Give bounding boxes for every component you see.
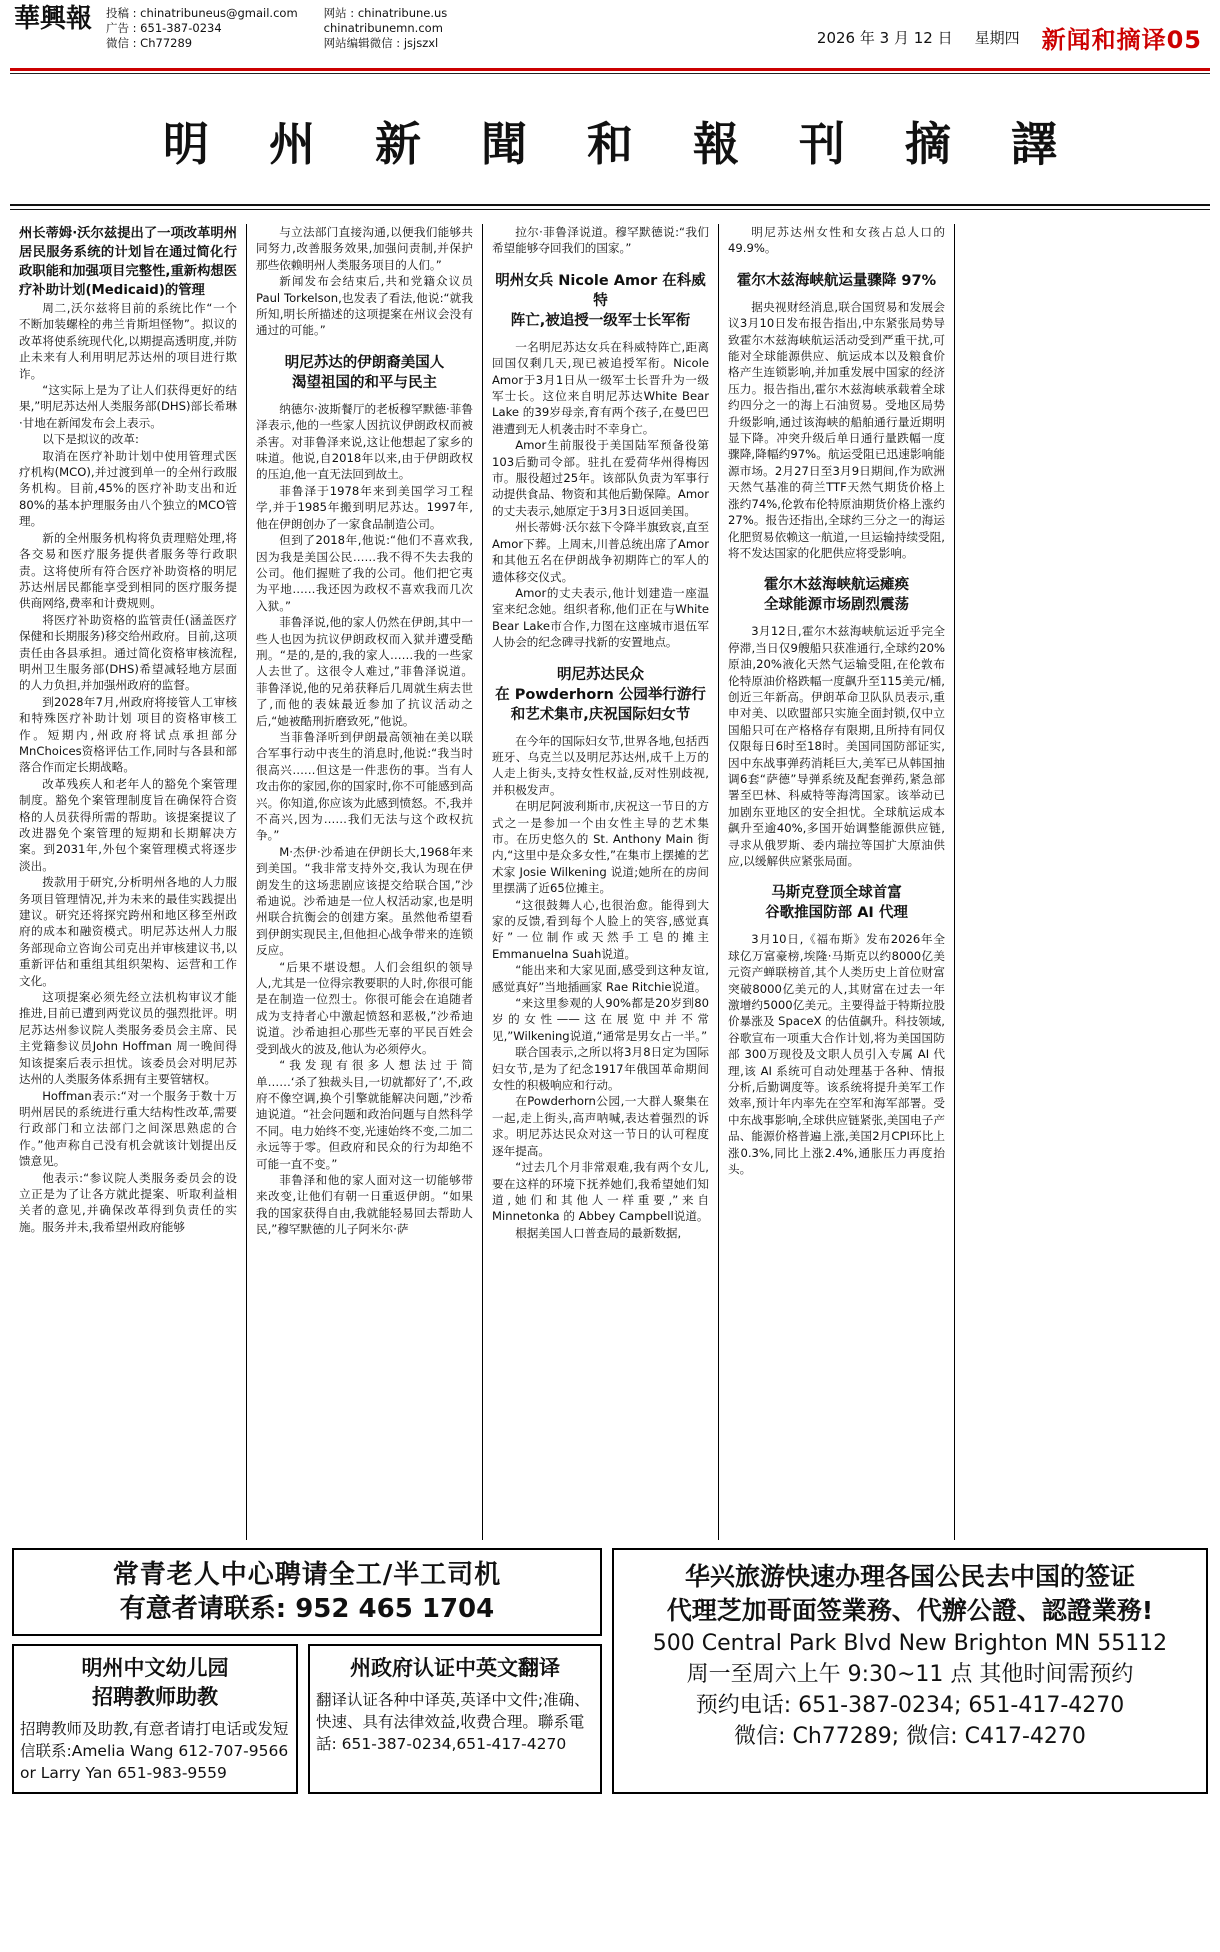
ad-driver[interactable] xyxy=(12,1548,602,1636)
newspaper-logo: 華興報 xyxy=(14,4,93,34)
ad-translation-title: 州政府认证中英文翻译 xyxy=(350,1656,560,1680)
ad-kindergarten-title2: 招聘教师助教 xyxy=(92,1685,218,1709)
article-headline: 明州女兵 Nicole Amor 在科威特 阵亡,被追授一级军士长军衔 xyxy=(495,272,706,329)
column-2 xyxy=(246,224,482,1540)
article-paragraph: 联合国表示,之所以将3月8日定为国际妇女节,是为了纪念1917年俄国革命期间女性的积极响应和行动。 xyxy=(492,1045,709,1093)
ad-travel-line1: 华兴旅游快速办理各国公民去中国的签证 xyxy=(684,1562,1135,1591)
article-paragraph: 在明尼阿波利斯市,庆祝这一节日的方式之一是参加一个由女性主导的艺术集市。在历史悠久的 St. Anthony Main 街内,“这里中是众多女性,”在集市上摆摊的艺术家 Josie Wilkening 说道;她所在的房间里摆满了近65位摊主。 xyxy=(492,799,709,896)
article-paragraph: 与立法部门直接沟通,以便我们能够共同努力,改善服务效果,加强问责制,并保护那些依赖明州人类服务项目的人们。” xyxy=(256,225,473,272)
column-1 xyxy=(10,224,246,1540)
column-4 xyxy=(718,224,954,1540)
article-paragraph: 周二,沃尔兹将目前的系统比作“一个不断加装螺栓的弗兰肯斯坦怪物”。拟议的改革将使系统现代化,以期提高透明度,并防止未来有人利用明尼苏达州的项目进行欺诈。 xyxy=(19,301,237,381)
ad-travel-address: 500 Central Park Blvd New Brighton MN 55112 xyxy=(652,1631,1168,1656)
article-paragraph: 在Powderhorn公园,一大群人聚集在一起,走上街头,高声呐喊,表达着强烈的诉求。明尼苏达民众对这一节日的认可程度逐年提高。 xyxy=(492,1094,709,1158)
article-paragraph: 根据美国人口普查局的最新数据, xyxy=(515,1225,682,1240)
article-paragraph: 取消在医疗补助计划中使用管理式医疗机构(MCO),并过渡到单一的全州行政服务机构。目前,45%的医疗补助支出和近80%的基本护理服务由八个独立的MCO管理。 xyxy=(19,448,237,529)
column-5 xyxy=(954,224,1190,1540)
article-paragraph: 一名明尼苏达女兵在科威特阵亡,距离回国仅剩几天,现已被追授军衔。Nicole Amor于3月1日从一级军士长晋升为一级军士长。这位来自明尼苏达White Bear Lake 的39岁母亲,育有两个孩子,在曼巴巴港遭到无人机袭击时不幸身亡。 xyxy=(492,339,709,436)
ads-left-group xyxy=(12,1548,602,1794)
ad-kindergarten-body: 招聘教师及助教,有意者请打电话或发短信联系:Amelia Wang 612-707-9566 or Larry Yan 651-983-9559 xyxy=(20,1720,289,1782)
page-title: 明 州 新 聞 和 報 刊 摘 譯 xyxy=(162,117,1080,171)
issue-weekday: 星期四 xyxy=(974,29,1020,47)
article-paragraph: 将医疗补助资格的监管责任(涵盖医疗保健和长期服务)移交给州政府。目前,这项责任由各县承担。通过简化资格审核流程,明州卫生服务部(DHS)希望减轻地方层面的人力负担,并加强州政府的监督。 xyxy=(19,612,237,693)
contact-info-left xyxy=(106,6,298,51)
article-paragraph: 拉尔·菲鲁泽说道。穆罕默德说:“我们希望能够夺回我们的国家。” xyxy=(492,225,709,256)
article-paragraph: “这很鼓舞人心,也很治愈。能得到大家的反馈,看到每个人脸上的笑容,感觉真好”一位制作或天然手工皂的摊主 Emmanuelna Suah说道。 xyxy=(492,897,709,961)
website-line-1: 网站 : chinatribune.us xyxy=(323,6,448,20)
classified-ads xyxy=(10,1540,1210,1794)
contact-line-1: 投稿 : chinatribuneus@gmail.com xyxy=(106,6,298,20)
masthead-date-section xyxy=(817,6,1206,55)
article-paragraph: 据央视财经消息,联合国贸易和发展会议3月10日发布报告指出,中东紧张局势导致霍尔木兹海峡航运活动受到严重干扰,可能对全球能源供应、航运成本以及粮食价格产生连锁影响,并加重发展中国家的经济压力。报告指出,霍尔木兹海峡承载着全球约四分之一的海上石油贸易。受地区局势升级影响,通过该海峡的船舶通行量近期明显下降。冲突升级后单日通行量跌幅一度骤降,降幅约97%。航运受阻已迅速影响能源市场。2月27日至3月9日期间,作为欧洲天然气基准的荷兰TTF天然气期货价格上涨约74%,伦敦布伦特原油期货价格上涨约27%。报告还指出,全球约三分之一的海运化肥贸易依赖这一航道,一旦运输持续受阻,将不发达国家的化肥供应将受影响。 xyxy=(728,299,945,560)
ad-travel-wechat: 微信: Ch77289; 微信: C417-4270 xyxy=(734,1724,1086,1749)
article-headline: 明尼苏达的伊朗裔美国人 渴望祖国的和平与民主 xyxy=(284,354,445,391)
article-columns xyxy=(10,220,1210,1540)
ad-kindergarten-title1: 明州中文幼儿园 xyxy=(81,1656,229,1680)
article-paragraph: 改革残疾人和老年人的豁免个案管理制度。豁免个案管理制度旨在确保符合资格的人员获得所需的帮助。该提案提议了改进器免个案管理的短期和长期解决方案。到2031年,外包个案管理模式将逐步淡出。 xyxy=(19,776,237,873)
article-paragraph: 新的全州服务机构将负责理赔处理,将各交易和医疗服务提供者服务等行政职责。这将使所有符合医疗补助资格的明尼苏达州居民都能享受到相同的医疗服务提供商网络,费率和计费规则。 xyxy=(19,530,237,611)
article-headline: 马斯克登顶全球首富 谷歌推国防部 AI 代理 xyxy=(765,885,908,922)
article-paragraph: 以下是拟议的改革: xyxy=(42,432,139,447)
article-paragraph: 纳德尔·波斯餐厅的老板穆罕默德·菲鲁泽表示,他的一些家人因抗议伊朗政权而被杀害。对菲鲁泽来说,这让他想起了家乡的味道。他说,自2018年以来,由于伊朗政权的压迫,他一直无法回到故土。 xyxy=(256,401,473,482)
article-paragraph: “能出来和大家见面,感受到这种友谊,感觉真好”当地插画家 Rae Ritchie说道。 xyxy=(492,963,709,994)
ad-kindergarten[interactable] xyxy=(12,1644,298,1794)
article-paragraph: 这项提案必须先经立法机构审议才能推进,目前已遭到两党议员的强烈批评。明尼苏达州参议院人类服务委员会主席、民主党籍参议员John Hoffman 周一晚间得知该提案后表示担忧。该委员会对明尼苏达州的人类服务体系拥有主要管辖权。 xyxy=(19,990,237,1087)
ad-translation[interactable] xyxy=(308,1644,602,1794)
ad-travel-hours: 周一至周六上午 9:30~11 点 其他时间需预约 xyxy=(686,1662,1134,1687)
contact-info-right xyxy=(324,6,448,51)
article-paragraph: 到2028年7月,州政府将接管人工审核和特殊医疗补助计划 项目的资格审核工作。短期内,州政府将试点承担部分MnChoices资格评估工作,同时与各县和部落合作而定长期战略。 xyxy=(19,694,237,775)
issue-date: 2026 年 3 月 12 日 xyxy=(816,29,953,47)
ad-travel[interactable] xyxy=(612,1548,1208,1794)
website-line-3: 网站编辑微信 : jsjszxl xyxy=(323,36,439,50)
ad-travel-phone: 预约电话: 651-387-0234; 651-417-4270 xyxy=(695,1693,1125,1718)
contact-line-3: 微信 : Ch77289 xyxy=(106,36,193,50)
article-headline: 明尼苏达民众 在 Powderhorn 公园举行游行 和艺术集市,庆祝国际妇女节 xyxy=(495,666,706,723)
article-paragraph: Hoffman表示:“对一个服务于数十万明州居民的系统进行重大结构性改革,需要行政部门和立法部门之间深思熟虑的合作。”他声称自己没有机会就该计划提出反馈意见。 xyxy=(19,1088,237,1169)
article-paragraph: 当菲鲁泽听到伊朗最高领袖在美以联合军事行动中丧生的消息时,他说:“我当时很高兴……但这是一件悲伤的事。当有人攻击你的家园,你的国家时,你不可能感到高兴。你知道,你应该为此感到愤怒。不,我并不高兴,因为……我们无法与这个政权抗争。” xyxy=(256,729,473,843)
article-paragraph: “过去几个月非常艰难,我有两个女儿,要在这样的环境下抚养她们,我希望她们知道,她们和其他人一样重要,”来自 Minnetonka 的 Abbey Campbell说道。 xyxy=(492,1160,709,1224)
website-line-2: chinatribunemn.com xyxy=(323,21,443,35)
ads-left-row xyxy=(12,1644,602,1794)
ad-driver-line2: 有意者请联系: 952 465 1704 xyxy=(119,1594,495,1624)
article-paragraph: M·杰伊·沙希迪在伊朗长大,1968年来到美国。“我非常支持外交,我认为现在伊朗发生的这场悲剧应该提交给联合国,”沙希迪说。沙希迪是一位人权活动家,也是明州联合抗衡会的创建方案。虽然他希望看到伊朗实现民主,但他担心战争带来的连锁反应。 xyxy=(256,844,473,958)
article-paragraph: 明尼苏达州女性和女孩占总人口的49.9%。 xyxy=(728,225,945,256)
title-divider xyxy=(10,204,1210,210)
article-paragraph: 3月12日,霍尔木兹海峡航运近乎完全停滞,当日仅9艘船只获准通行,全球约20%原油,20%液化天然气运输受阻,在伦敦布伦特原油价格跌幅一度飙升至115美元/桶,创近三年新高。伊朗革命卫队队员表示,重申对美、以欧盟部只实施全面封锁,仅中立国船只可在产格格存有限期,且所持有同仅仅限每日6时至18时。美国同国防部证实,因中东战事弹药消耗巨大,美军已从韩国抽调6套“萨德”导弹系统及配套弹药,紧急部署至巴林、科威特等海湾国家。该举动已加剧东亚地区的安全担忧。全球航运成本飙升至逾40%,多国开始调整能源供应链,寻求从俄罗斯、委内瑞拉等国扩大原油供应,以缓解供应紧张局面。 xyxy=(728,624,945,868)
article-paragraph: “后果不堪设想。人们会组织的领导人,尤其是一位得宗教要职的人时,你很可能是在制造一位烈士。你很可能会在追随者成为支持者心中激起愤怒和恶极,”沙希迪说道。沙希迪担心那些无辜的平民百姓会受到战火的波及,他认为必须停火。 xyxy=(256,959,473,1056)
article-paragraph: 拨款用于研究,分析明州各地的人力服务项目管理情况,并为未来的最佳实践提出建议。研究还将探究跨州和地区移至州政府的成本和融资模式。明尼苏达州人力服务部现命立咨询公司克出并审核建议书,以重新评估和重组其组织架构、运营和工作文化。 xyxy=(19,875,237,988)
article-paragraph: 3月10日,《福布斯》发布2026年全球亿万富豪榜,埃隆·马斯克以约8000亿美元资产蝉联榜首,其个人类历史上首位财富突破8000亿美元的人,其财富在过去一年激增约5000亿美元。主要得益于特斯拉股价暴涨及 SpaceX 的估值飙升。科技领域,谷歌宣布一项重大合作计划,将为美国国防部 300万现役及文职人员引入专属 AI 代理,该 AI 系统可自动处理基于各种、情报分析,后勤调度等。该系统将提升美军工作效率,预计年内率先在空军和海军部署。受中东战事影响,全球供应链紧张,美国电子产品、能源价格普遍上涨,美国2月CPI环比上涨0.3%,同比上涨2.4%,通胀压力再度抬头。 xyxy=(728,932,945,1177)
article-paragraph: 但到了2018年,他说:“他们不喜欢我,因为我是美国公民……我不得不失去我的公司。他们握赃了我的公司。他们把它夷为平地……我还因为政权不喜欢我而几次入狱。” xyxy=(256,533,473,613)
article-paragraph: 他表示:“参议院人类服务委员会的设立正是为了让各方就此提案、听取利益相关者的意见,并确保改革得到负责任的实施。服务并未,我希望州政府能够 xyxy=(19,1170,237,1234)
article-paragraph: Amor生前服役于美国陆军预备役第103后勤司令部。驻扎在爱荷华州得梅因市。服役超过25年。该部队负责为军事行动提供食品、物资和其他后勤保障。Amor的丈夫表示,她原定于3月3日返回美国。 xyxy=(492,438,709,518)
article-paragraph: 新闻发布会结束后,共和党籍众议员Paul Torkelson,也发表了看法,他说:“就我所知,明长所描述的这项提案在州议会没有通过的可能。” xyxy=(256,274,473,338)
column-3 xyxy=(482,224,718,1540)
article-paragraph: 菲鲁泽说,他的家人仍然在伊朗,其中一些人也因为抗议伊朗政权而入狱并遭受酷刑。“是的,是的,我的家人……我的一些家人去世了。这很令人难过,”菲鲁泽说道。菲鲁泽说,他的兄弟获释后几周就生病去世了,而他的表妹最近参加了抗议活动之后,“她被酷刑折磨致死,”他说。 xyxy=(256,615,473,728)
article-paragraph: 在今年的国际妇女节,世界各地,包括西班牙、乌克兰以及明尼苏达州,成千上万的人走上街头,支持女性权益,反对性别歧视,并积极发声。 xyxy=(492,733,709,797)
article-paragraph: “来这里参观的人90%都是20岁到80岁的女性——这在展览中并不常见,”Wilkening说道,“通常是男女占一半。” xyxy=(492,996,709,1043)
article-paragraph: 菲鲁泽和他的家人面对这一切能够带来改变,让他们有朝一日重返伊朗。“如果我的国家获得自由,我就能轻易回去帮助人民,”穆罕默德的儿子阿米尔·萨 xyxy=(256,1172,473,1237)
section-label: 新闻和摘译05 xyxy=(1041,26,1202,54)
article-paragraph: 菲鲁泽于1978年来到美国学习工程学,并于1985年搬到明尼苏达。1997年,他在伊朗创办了一家食品制造公司。 xyxy=(256,483,473,531)
article-paragraph: 州长蒂姆·沃尔兹下令降半旗致哀,直至Amor下葬。上周末,川普总统出席了Amor和其他五名在伊朗战争初期阵亡的军人的遗体移交仪式。 xyxy=(492,520,709,584)
article-lead: 州长蒂姆·沃尔兹提出了一项改革明州居民服务系统的计划旨在通过简化行政职能和加强项目完整性,重新构想医疗补助计划(Medicaid)的管理 xyxy=(19,226,237,298)
masthead xyxy=(10,0,1210,66)
contact-line-2: 广告 : 651-387-0234 xyxy=(106,21,222,35)
masthead-divider-red xyxy=(10,68,1210,71)
article-paragraph: “我发现有很多人想法过于简单……‘杀了独裁头目,一切就都好了’,不,政府不像空调,换个引擎就能解决问题,”沙希迪说道。“社会问题和政治问题与自然科学不同。电力始终不变,光速始终不变,二加二永远等于零。但政府和民众的行为却绝不可能一直不变。” xyxy=(256,1058,473,1171)
article-paragraph: “这实际上是为了让人们获得更好的结果,”明尼苏达州人类服务部(DHS)部长希琳·甘地在新闻发布会上表示。 xyxy=(19,383,237,430)
article-headline: 霍尔木兹海峡航运量骤降 97% xyxy=(736,272,937,289)
article-headline: 霍尔木兹海峡航运瘫痪 全球能源市场剧烈震荡 xyxy=(764,577,909,614)
article-paragraph: Amor的丈夫表示,他计划建造一座温室来纪念她。组织者称,他们正在与White Bear Lake市合作,力图在这座城市退伍军人协会的纪念碑寻找新的安置地点。 xyxy=(492,585,709,650)
ad-travel-line2: 代理芝加哥面签業務、代辦公證、認證業務! xyxy=(666,1596,1154,1625)
ad-translation-body: 翻译认证各种中译英,英译中文件;准确、快速、具有法律效益,收费合理。聯系電話: 651-387-0234,651-417-4270 xyxy=(316,1691,590,1753)
ad-driver-line1: 常青老人中心聘请全工/半工司机 xyxy=(112,1560,502,1590)
